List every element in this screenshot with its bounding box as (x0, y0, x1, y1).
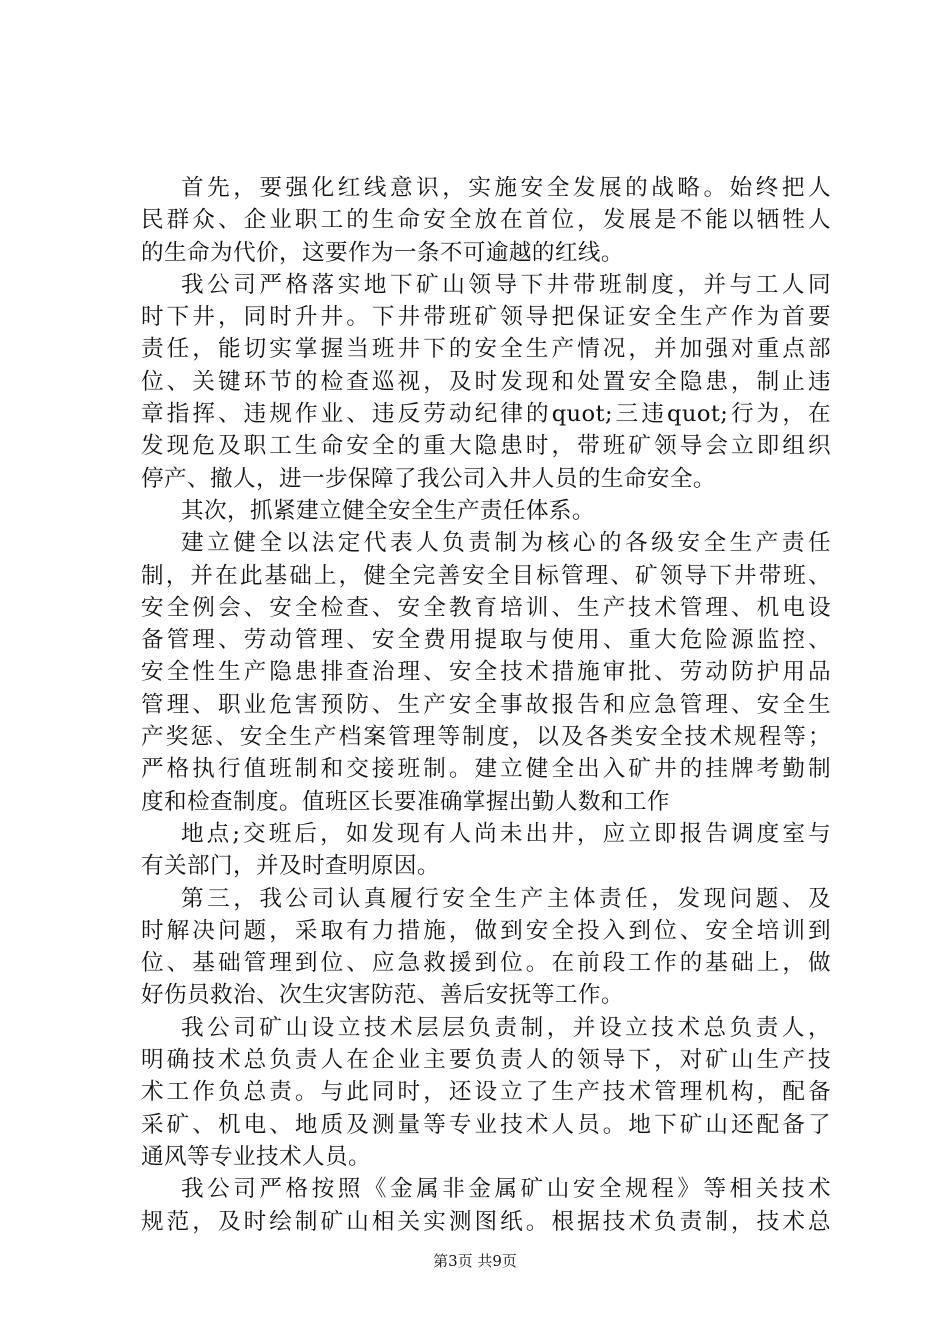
text-line: 责任，能切实掌握当班井下的安全生产情况，并加强对重点部 (141, 336, 831, 363)
text-line: 章指挥、违规作业、违反劳动纪律的quot;三违quot;行为，在 (141, 401, 831, 428)
text-line: 其次，抓紧建立健全安全生产责任体系。 (181, 497, 595, 524)
text-line: 备管理、劳动管理、安全费用提取与使用、重大危险源监控、 (141, 627, 831, 654)
text-line: 发现危及职工生命安全的重大隐患时，带班矿领导会立即组织 (141, 433, 831, 460)
text-line: 民群众、企业职工的生命安全放在首位，发展是不能以牺牲人 (141, 207, 831, 234)
text-line: 我公司严格按照《金属非金属矿山安全规程》等相关技术 (181, 1176, 831, 1203)
text-line: 安全性生产隐患排查治理、安全技术措施审批、劳动防护用品 (141, 659, 831, 686)
text-line: 严格执行值班制和交接班制。建立健全出入矿井的挂牌考勤制 (141, 756, 831, 783)
text-line: 管理、职业危害预防、生产安全事故报告和应急管理、安全生 (141, 691, 831, 718)
text-line: 第三，我公司认真履行安全生产主体责任，发现问题、及 (181, 885, 831, 912)
text-line: 我公司矿山设立技术层层负责制，并设立技术总负责人， (181, 1014, 831, 1041)
text-line: 有关部门，并及时查明原因。 (141, 853, 440, 880)
text-line: 产奖惩、安全生产档案管理等制度，以及各类安全技术规程等； (141, 724, 831, 751)
text-line: 度和检查制度。值班区长要准确掌握出勤人数和工作 (141, 788, 670, 815)
document-body (141, 172, 831, 1238)
text-line: 时解决问题，采取有力措施，做到安全投入到位、安全培训到 (141, 917, 831, 944)
text-line: 安全例会、安全检查、安全教育培训、生产技术管理、机电设 (141, 594, 831, 621)
text-line: 的生命为代价，这要作为一条不可逾越的红线。 (141, 239, 624, 266)
text-line: 地点;交班后，如发现有人尚未出井，应立即报告调度室与 (181, 820, 831, 847)
text-line: 首先，要强化红线意识，实施安全发展的战略。始终把人 (181, 175, 831, 201)
text-line: 通风等专业技术人员。 (141, 1143, 371, 1170)
text-line: 我公司严格落实地下矿山领导下井带班制度，并与工人同 (181, 271, 831, 298)
text-line: 术工作负总责。与此同时，还设立了生产技术管理机构，配备 (141, 1079, 831, 1106)
text-line: 采矿、机电、地质及测量等专业技术人员。地下矿山还配备了 (141, 1111, 831, 1138)
text-line: 制，并在此基础上，健全完善安全目标管理、矿领导下井带班、 (141, 562, 831, 589)
text-line: 明确技术总负责人在企业主要负责人的领导下，对矿山生产技 (141, 1047, 831, 1074)
text-line: 停产、撤人，进一步保障了我公司入井人员的生命安全。 (141, 465, 716, 492)
text-line: 规范，及时绘制矿山相关实测图纸。根据技术负责制，技术总 (141, 1208, 831, 1235)
text-line: 建立健全以法定代表人负责制为核心的各级安全生产责任 (181, 530, 831, 557)
text-line: 好伤员救治、次生灾害防范、善后安抚等工作。 (141, 982, 624, 1009)
text-line: 时下井，同时升井。下井带班矿领导把保证安全生产作为首要 (141, 304, 831, 331)
page-footer: 第3页 共9页 (433, 1252, 517, 1270)
text-line: 位、关键环节的检查巡视，及时发现和处置安全隐患，制止违 (141, 368, 831, 395)
text-line: 位、基础管理到位、应急救援到位。在前段工作的基础上，做 (141, 950, 831, 977)
